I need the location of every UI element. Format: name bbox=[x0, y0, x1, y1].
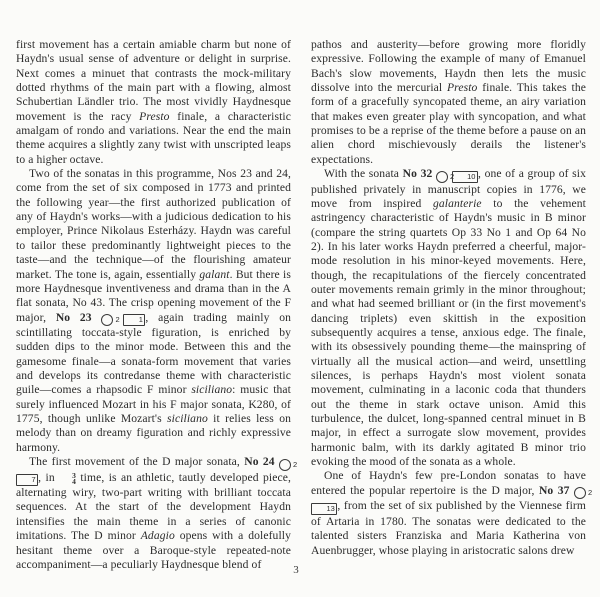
text-run: , from the set of six published by the Viennese firm of Artaria in 1780. The sonatas were dedicated to the talented sisters Franziska and Maria Katherina von Auenbrugger, whose playing in aristocratic salons drew bbox=[311, 499, 586, 557]
paragraph bbox=[311, 167, 586, 469]
text-column-1 bbox=[16, 38, 298, 572]
text-run: , one of a group of six published privately in manuscript copies in 1776, we move from inspired bbox=[311, 167, 586, 210]
text-run: , in bbox=[38, 470, 60, 484]
italic-term: siciliano bbox=[167, 412, 208, 426]
italic-term: galanterie bbox=[433, 196, 482, 210]
track-number-icon: 7 bbox=[16, 474, 38, 486]
page-number: 3 bbox=[293, 564, 299, 576]
sonata-number: No 24 bbox=[244, 455, 275, 469]
italic-term: Presto bbox=[139, 109, 170, 123]
text-column-2 bbox=[311, 38, 593, 572]
text-run: The first movement of the D major sonata, bbox=[29, 455, 245, 469]
time-signature: 3 4 bbox=[72, 470, 76, 487]
paragraph bbox=[16, 455, 298, 572]
text-run: : music that surely influenced Mozart in his F major sonata, K280, of 1775, though unlike Mozart's bbox=[16, 383, 291, 426]
text-run: first movement has a certain amiable charm but none of Haydn's usual sense of adventure or delight in surprise. Next comes a minuet that contrasts the mock-military dotted rhythms of the main part with a flowing, almost Schubertian Ländler trio. The most vividly Haydnesque movement is the racy bbox=[16, 38, 291, 123]
disc-number-icon: 2 bbox=[101, 314, 113, 326]
text-run: One of Haydn's few pre-London sonatas to have entered the popular repertoire is the D major, bbox=[311, 469, 586, 497]
text-run: opens with a dolefully hesitant theme over a Baroque-style repeated-note accompaniment—a peculiarly Haydnesque blend of bbox=[16, 529, 291, 571]
text-run: With the sonata bbox=[324, 167, 403, 181]
text-run: it relies less on melody than on dreamy figuration and richly expressive harmony. bbox=[16, 412, 291, 454]
italic-term: galant bbox=[199, 267, 230, 281]
text-run: Two of the sonatas in this programme, Nos 23 and 24, come from the set of six composed in 1773 and printed the following year—the first authorized publication of any of Haydn's works—with a judicious dedication to his employer, Prince Nikolaus Esterházy. Haydn was careful to tailor these predominantly lightweight pieces to the taste—and the technique—of the flourishing amateur market. The tone is, again, essentially bbox=[16, 167, 291, 281]
text-columns bbox=[16, 38, 593, 572]
track-number-icon: 10 bbox=[452, 171, 478, 183]
paragraph bbox=[311, 38, 586, 167]
text-run: to the vehement astringency characteristic of Haydn's music in B minor (compare the string quartets Op 33 No 1 and Op 64 No 2). In his later works Haydn preferred a cheerful, major-mode resolution in his minor-keyed movements. Here, though, the recapitulations of the fiercely concentrated outer movements remain grimly in the minor throughout; and what had seemed brilliant or (in the first movement's dancing triplets) even skittish in the exposition subsequently acquires a tense, anxious edge. The finale, with its obsessively pounding theme—the mainspring of virtually all the musical action—and weird, unsettling silences, is perhaps Haydn's most violent sonata movement, culminating in a laconic coda that thunders out the theme in stark octave unison. Amid this turbulence, the dulcet, long-spanned central minuet in B major, in effect a surrogate slow movement, provides harmonic balm, with its darkly agitated B minor trio evoking the mood of the sonata as a whole. bbox=[311, 196, 586, 469]
track-number-icon: 13 bbox=[311, 503, 337, 515]
text-run: finale, a characteristic amalgam of rondo and variations. Near the end the main theme acquires a slightly zany twist with unscripted leaps to a higher octave. bbox=[16, 109, 292, 166]
disc-number-icon: 2 bbox=[436, 171, 448, 183]
disc-number-icon: 2 bbox=[574, 487, 586, 499]
text-run bbox=[113, 311, 123, 324]
text-run bbox=[92, 311, 102, 324]
text-run: , again trading mainly on scintillating toccata-style figuration, is enriched by sudden dips to the minor mode. Between this and the gamesome finale—a sonata-form movement that varies and develops its contredanse theme with characteristic guile—comes a rhapsodic F minor bbox=[16, 310, 292, 397]
paragraph bbox=[16, 38, 291, 167]
text-run: pathos and austerity—before growing more floridly expressive. Following the example of many of Emanuel Bach's slow movements, Haydn then lets the music dissolve into the mercurial bbox=[311, 38, 586, 95]
text-run: . But there is more Haydnesque inventiveness and drama than in the A flat sonata, No 43. The crisp opening movement of the F major, bbox=[16, 267, 291, 324]
italic-term: Presto bbox=[447, 81, 478, 95]
disc-number-icon: 2 bbox=[279, 459, 291, 471]
text-run: time, is an athletic, tautly developed piece, alternating wiry, two-part writing with brilliant toccata sequences. At the start of the development Haydn intensifies the main theme in a series of canonic imitations. The D minor bbox=[16, 470, 291, 543]
track-number-icon: 1 bbox=[123, 314, 145, 326]
sonata-number: No 37 bbox=[538, 483, 570, 497]
italic-term: Adagio bbox=[140, 529, 175, 543]
paragraph bbox=[311, 469, 593, 557]
italic-term: siciliano bbox=[191, 383, 233, 397]
text-run: finale. This takes the form of a gracefully syncopated theme, an airy variation that makes even greater play with syncopation, and what promises to be a reprise of the theme before a pause on an alien chord mischievously derails the listener's expectations. bbox=[311, 81, 587, 166]
paragraph bbox=[16, 167, 291, 455]
sonata-number: No 32 bbox=[402, 167, 433, 181]
sonata-number: No 23 bbox=[55, 310, 92, 324]
